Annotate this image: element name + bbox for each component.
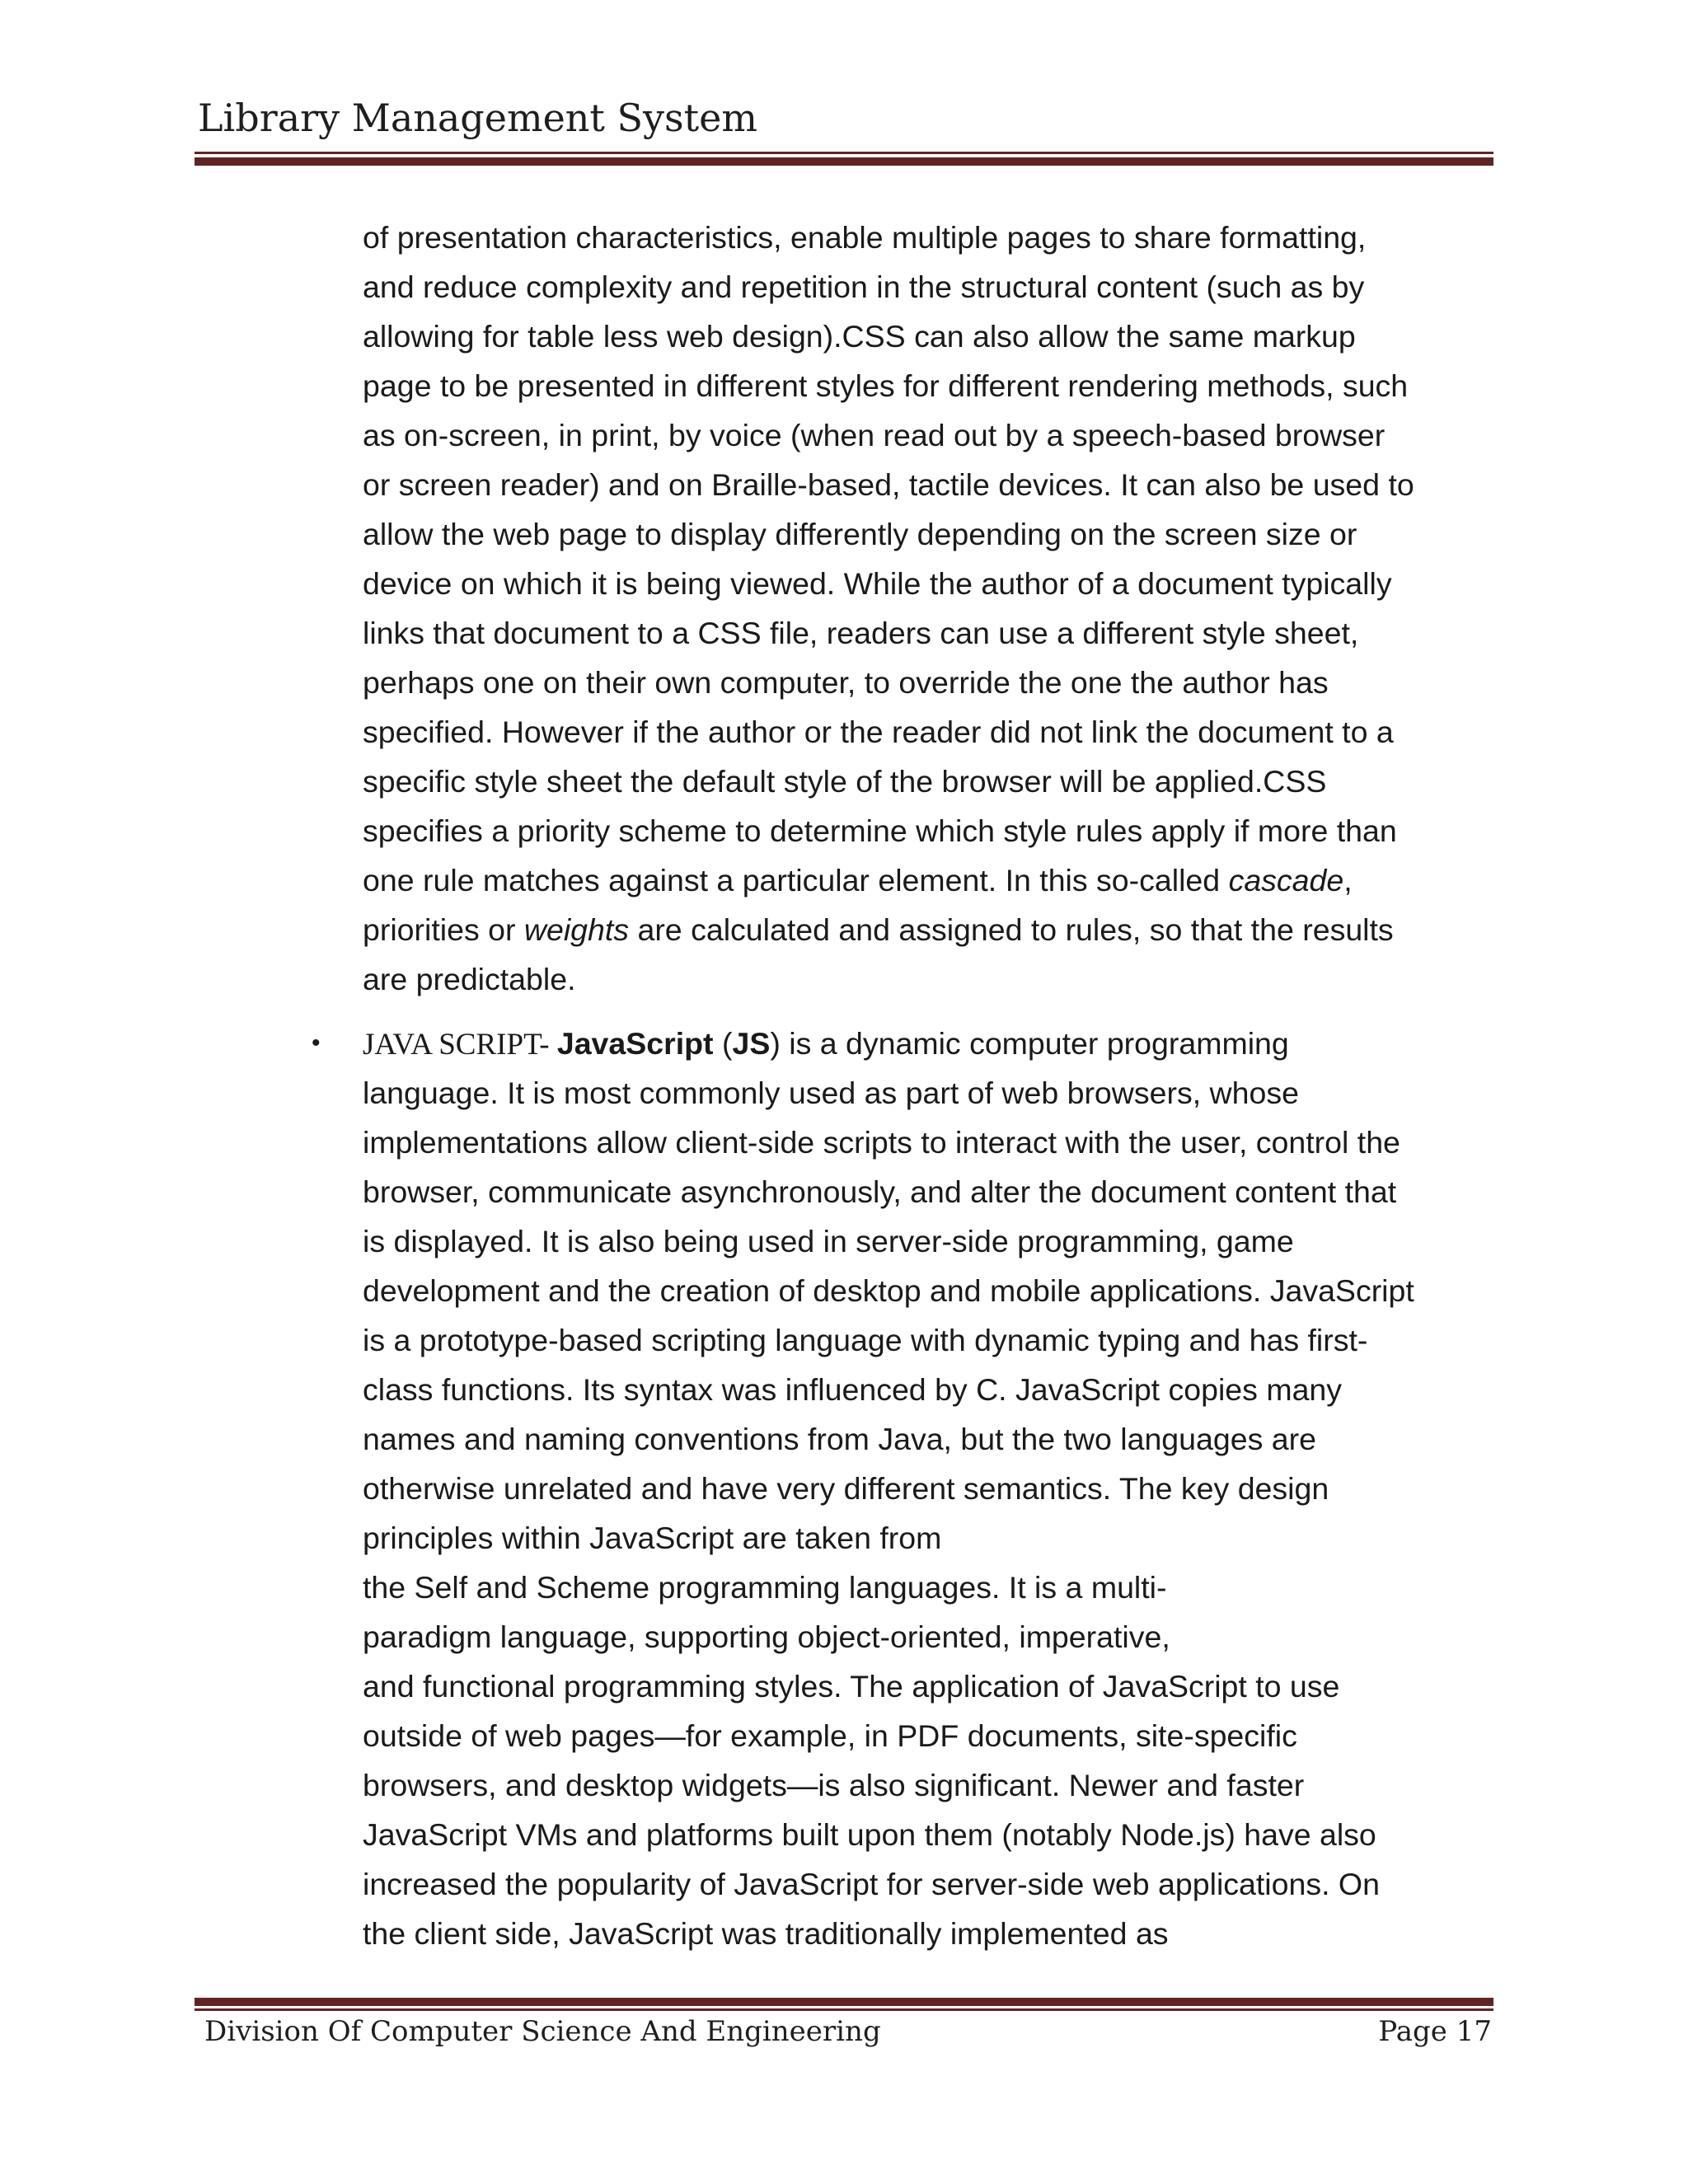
header-rule-thick [195, 157, 1493, 166]
js-line-1-rest: ) is a dynamic computer programming [770, 1026, 1289, 1061]
js-line-12: the Self and Scheme programming languages. It is a multi- [363, 1570, 1167, 1605]
css-line-9: links that document to a CSS file, readers can use a different style sheet, [363, 616, 1359, 650]
bullet-icon: • [312, 1029, 321, 1057]
js-line-17: JavaScript VMs and platforms built upon them (notably Node.js) have also [363, 1817, 1376, 1852]
footer-page-number: Page 17 [1378, 2015, 1492, 2048]
css-line-16: are predictable. [363, 962, 576, 996]
js-line-1 [312, 1019, 1500, 1068]
css-paragraph [363, 213, 1500, 1004]
js-line-14: and functional programming styles. The application of JavaScript to use [363, 1669, 1340, 1704]
js-line-18: increased the popularity of JavaScript for server-side web applications. On [363, 1867, 1380, 1901]
js-line-11: principles within JavaScript are taken from [363, 1521, 942, 1555]
css-line-2: and reduce complexity and repetition in the structural content (such as by [363, 269, 1365, 304]
css-line-6: or screen reader) and on Braille-based, tactile devices. It can also be used to [363, 467, 1414, 502]
cascade-term: cascade [1228, 863, 1344, 898]
css-line-3: allowing for table less web design).CSS can also allow the same markup [363, 319, 1356, 354]
js-paren-open: ( [713, 1026, 733, 1061]
js-line-9: names and naming conventions from Java, but the two languages are [363, 1422, 1316, 1456]
css-line-15-end: are calculated and assigned to rules, so that the results [629, 912, 1394, 947]
footer-rule-thick [195, 1998, 1493, 2006]
css-line-4: page to be presented in different styles for different rendering methods, such [363, 368, 1409, 403]
js-line-7: is a prototype-based scripting language with dynamic typing and has first- [363, 1323, 1368, 1357]
css-line-14-text: one rule matches against a particular element. In this so-called [363, 863, 1229, 898]
css-line-14 [363, 855, 1500, 905]
css-line-15 [363, 905, 1500, 954]
js-line-15: outside of web pages—for example, in PDF documents, site-specific [363, 1718, 1297, 1753]
css-line-14-end: , [1343, 863, 1353, 898]
js-line-8: class functions. Its syntax was influenced by C. JavaScript copies many [363, 1372, 1343, 1407]
js-line-4: browser, communicate asynchronously, and alter the document content that [363, 1174, 1397, 1209]
js-line-6: development and the creation of desktop and mobile applications. JavaScript [363, 1273, 1414, 1308]
header-rule-thin [195, 152, 1493, 154]
js-line-10: otherwise unrelated and have very different semantics. The key design [363, 1471, 1329, 1506]
js-line-3: implementations allow client-side scripts to interact with the user, control the [363, 1125, 1400, 1160]
js-abbr: JS [732, 1026, 771, 1061]
js-line-2: language. It is most commonly used as part of web browsers, whose [363, 1076, 1299, 1110]
body-text [312, 213, 1500, 1958]
css-line-10: perhaps one on their own computer, to override the one the author has [363, 665, 1329, 700]
js-line-13: paradigm language, supporting object-oriented, imperative, [363, 1619, 1170, 1654]
css-line-12: specific style sheet the default style of the browser will be applied.CSS [363, 764, 1327, 799]
css-line-13: specifies a priority scheme to determine which style rules apply if more than [363, 813, 1397, 848]
js-term: JavaScript [556, 1026, 714, 1061]
weights-term: weights [523, 912, 630, 947]
css-line-1: of presentation characteristics, enable multiple pages to share formatting, [363, 220, 1367, 255]
css-line-15-text: priorities or [363, 912, 524, 947]
footer-rule-thin [195, 2008, 1493, 2011]
css-line-5: as on-screen, in print, by voice (when read out by a speech-based browser [363, 418, 1386, 452]
js-line-16: browsers, and desktop widgets—is also significant. Newer and faster [363, 1768, 1305, 1802]
js-line-19: the client side, JavaScript was traditionally implemented as [363, 1916, 1169, 1951]
js-line-5: is displayed. It is also being used in server-side programming, game [363, 1224, 1294, 1258]
css-line-8: device on which it is being viewed. While the author of a document typically [363, 566, 1392, 601]
css-line-11: specified. However if the author or the reader did not link the document to a [363, 715, 1394, 749]
javascript-paragraph [312, 1019, 1500, 1958]
css-line-7: allow the web page to display differently depending on the screen size or [363, 517, 1357, 551]
js-lead-label: JAVA SCRIPT- [363, 1028, 557, 1062]
page-header-title: Library Management System [198, 96, 757, 140]
paragraph-gap [363, 1004, 1500, 1019]
footer-division: Division Of Computer Science And Engineering [204, 2015, 881, 2048]
